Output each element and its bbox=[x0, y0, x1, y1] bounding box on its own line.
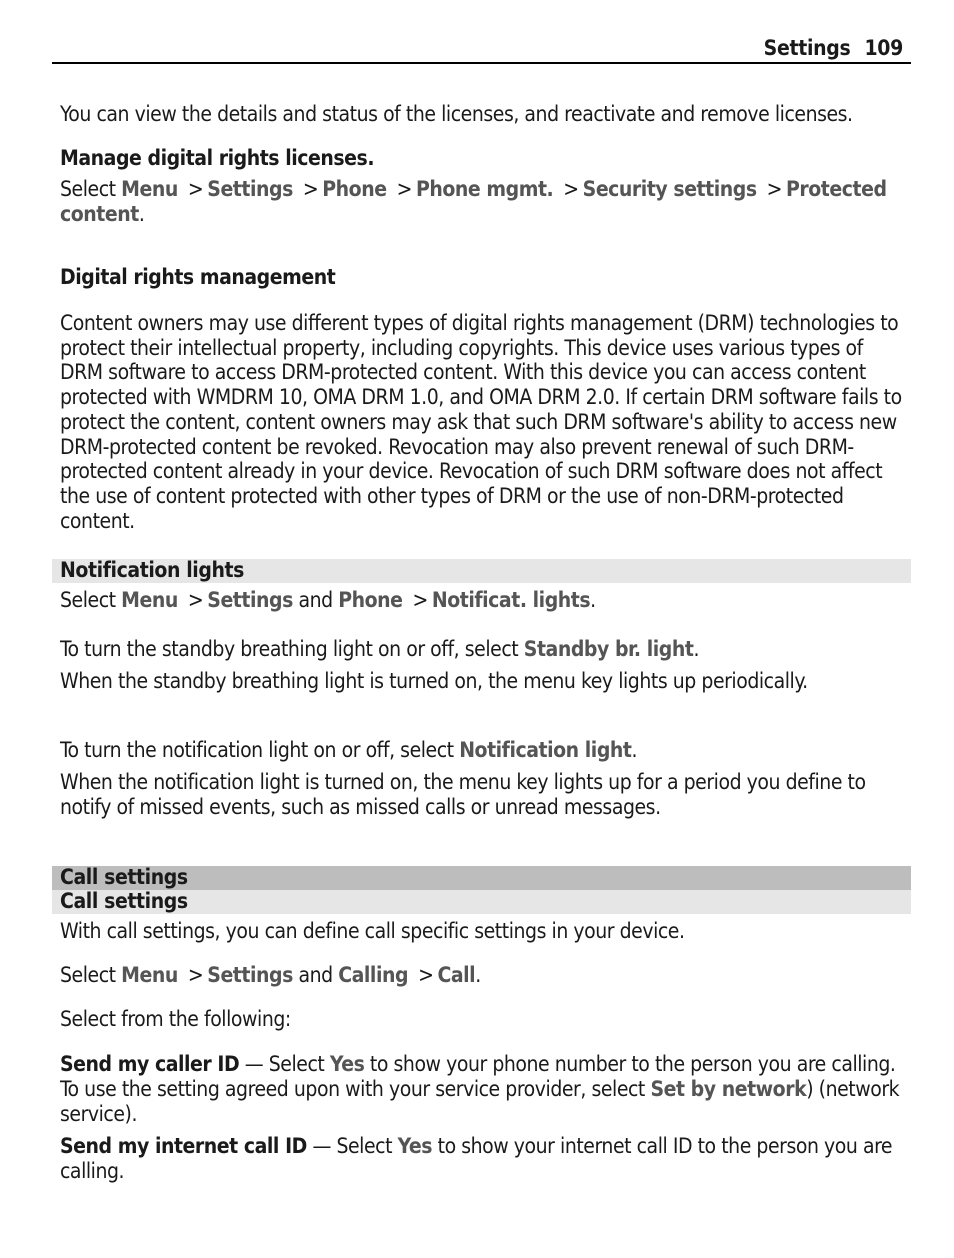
licenses-intro: You can view the details and status of the licenses, and reactivate and remove licenses. bbox=[60, 102, 853, 126]
path-phone: Phone bbox=[338, 588, 403, 612]
path-suffix: . bbox=[475, 963, 481, 987]
caller-id-term: Send my caller ID bbox=[60, 1052, 240, 1076]
call-settings-subtitle: Call settings bbox=[60, 889, 188, 913]
internet-id-text: to show your internet call ID to the person you are calling. bbox=[60, 1134, 893, 1183]
standby-description: When the standby breathing light is turned on, the menu key lights up periodically. bbox=[60, 669, 808, 693]
internet-id-term: Send my internet call ID bbox=[60, 1134, 307, 1158]
header-text bbox=[764, 36, 903, 60]
internet-id-entry bbox=[60, 1134, 908, 1184]
path-prefix: Select bbox=[60, 588, 116, 612]
standby-pre: To turn the standby breathing light on or off, select bbox=[60, 637, 519, 661]
path-phone-mgmt: Phone mgmt. bbox=[415, 177, 554, 201]
call-path: Select Menu > Settings and Calling > Call. bbox=[60, 963, 481, 987]
path-suffix: . bbox=[138, 202, 145, 226]
manage-heading: Manage digital rights licenses. bbox=[60, 146, 375, 170]
page-header bbox=[52, 34, 911, 64]
notif-option: Notification light bbox=[459, 738, 632, 762]
caller-id-text1: to show your phone number to the person you are calling. To use the setting agreed upon with your service provider, select bbox=[60, 1052, 896, 1101]
path-menu: Menu bbox=[121, 588, 178, 612]
path-menu: Menu bbox=[121, 177, 178, 201]
select-from: Select from the following: bbox=[60, 1007, 291, 1031]
caller-id-yes: Yes bbox=[329, 1052, 365, 1076]
path-call: Call bbox=[437, 963, 476, 987]
page-number: 109 bbox=[864, 36, 903, 60]
standby-option: Standby br. light bbox=[523, 637, 694, 661]
standby-instruction: To turn the standby breathing light on or off, select Standby br. light. bbox=[60, 637, 700, 661]
header-section: Settings bbox=[763, 36, 851, 60]
drm-body: Content owners may use different types of digital rights management (DRM) technologies to protect their intellectual property, including copyrights. This device uses various types of DRM software to access DRM-protected content. With this device you can access content protected with WMDRM 10, OMA DRM 1.0, and OMA DRM 2.0. If certain DRM software fails to protect the content, content owners may ask that such DRM software's ability to access new DRM-protected content be revoked. Revocation may also prevent renewal of such DRM-protected content already in your device. Revocation of such DRM software does not affect the use of content protected with other types of DRM or the use of non-DRM-protected content. bbox=[60, 311, 902, 533]
notification-description: When the notification light is turned on, the menu key lights up for a period you define to notify of missed events, such as missed calls or unread messages. bbox=[60, 770, 866, 819]
notification-path: Select Menu > Settings and Phone > Notificat. lights. bbox=[60, 588, 596, 612]
call-intro: With call settings, you can define call specific settings in your device. bbox=[60, 919, 685, 943]
caller-id-text2: ) (network service). bbox=[60, 1077, 900, 1126]
caller-id-option: Set by network bbox=[650, 1077, 807, 1101]
notification-instruction: To turn the notification light on or off, select Notification light. bbox=[60, 738, 638, 762]
path-calling: Calling bbox=[338, 963, 409, 987]
drm-heading: Digital rights management bbox=[60, 265, 336, 289]
path-settings: Settings bbox=[207, 963, 293, 987]
notification-lights-title: Notification lights bbox=[60, 558, 245, 582]
path-security-settings: Security settings bbox=[582, 177, 757, 201]
call-settings-title: Call settings bbox=[60, 865, 188, 889]
path-menu: Menu bbox=[121, 963, 178, 987]
call-settings-subbar bbox=[52, 890, 911, 914]
internet-id-dash: — Select bbox=[306, 1134, 398, 1158]
notification-lights-bar bbox=[52, 559, 911, 583]
path-protected-content: Protected content bbox=[60, 177, 887, 226]
path-settings: Settings bbox=[207, 177, 293, 201]
path-settings: Settings bbox=[207, 588, 293, 612]
call-settings-bar bbox=[52, 866, 911, 890]
path-and: and bbox=[298, 588, 333, 612]
internet-id-yes: Yes bbox=[397, 1134, 433, 1158]
path-prefix: Select bbox=[60, 963, 116, 987]
path-phone: Phone bbox=[322, 177, 387, 201]
path-and: and bbox=[298, 963, 333, 987]
caller-id-dash: — Select bbox=[239, 1052, 330, 1076]
path-notificat-lights: Notificat. lights bbox=[431, 588, 591, 612]
notif-pre: To turn the notification light on or off, select bbox=[60, 738, 454, 762]
caller-id-entry bbox=[60, 1052, 908, 1127]
path-suffix: . bbox=[590, 588, 596, 612]
path-prefix: Select bbox=[60, 177, 116, 201]
manage-path: Select Menu > Settings > Phone > Phone mgmt. > Security settings > Protected content. bbox=[60, 177, 887, 226]
